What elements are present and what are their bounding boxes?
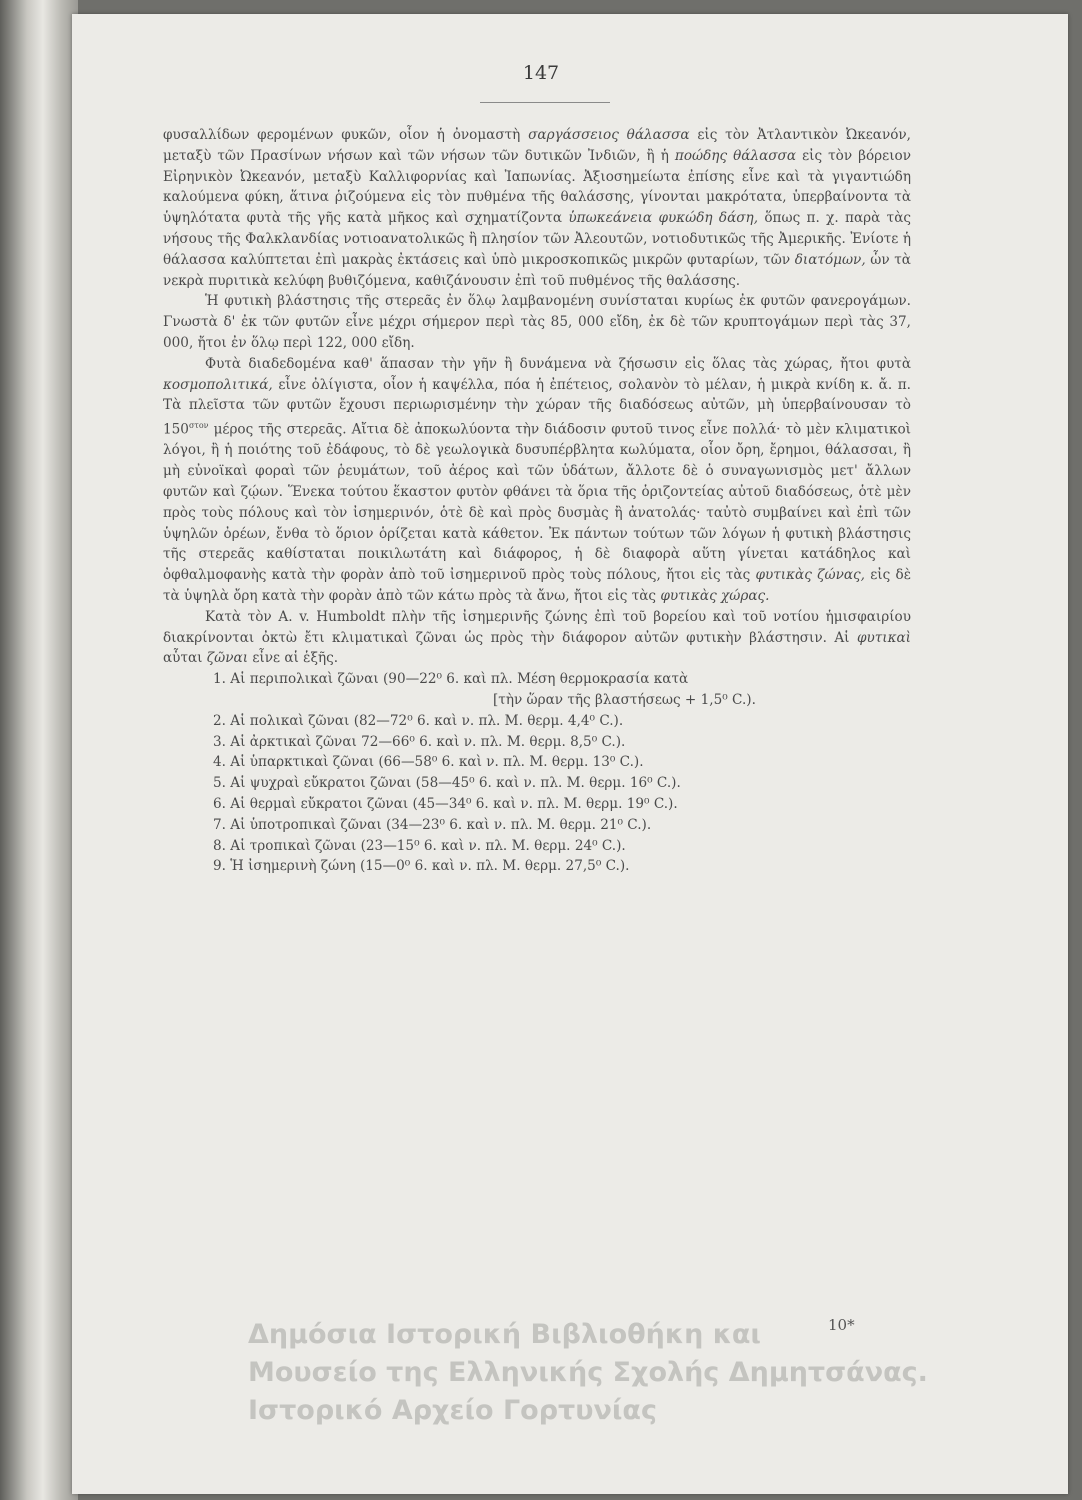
- paragraph-humboldt: Κατὰ τὸν A. v. Humboldt πλὴν τῆς ἰσημερινῆς ζώνης ἐπὶ τοῦ βορείου καὶ τοῦ νοτίου ἡμισφαιρίου διακρίνονται ὀκτὼ ἔτι κλιματικαὶ ζῶναι ὡς πρὸς τὴν διάφορον αὐτῶν φυτικὴν βλάστησιν. Αἱ φυτικαὶ αὗται ζῶναι εἶνε αἱ ἑξῆς.: [163, 608, 911, 667]
- list-item: 6. Αἱ θερμαὶ εὔκρατοι ζῶναι (45—34⁰ 6. καὶ ν. πλ. Μ. θερμ. 19⁰ C.).: [213, 796, 678, 813]
- paragraph-seaweed: φυσαλλίδων φερομένων φυκῶν, οἷον ἡ ὀνομαστὴ σαργάσσειος θάλασσα εἰς τὸν Ἀτλαντικὸν Ὠκεανόν, μεταξὺ τῶν Πρασίνων νήσων καὶ τῶν νήσων τῶν δυτικῶν Ἰνδιῶν, ἢ ἡ ποώδης θάλασσα εἰς τὸν βόρειον Εἰρηνικὸν Ὠκεανόν, μεταξὺ Καλλιφορνίας καὶ Ἰαπωνίας. Ἀξιοσημείωτα ἐπίσης εἶνε καὶ τὰ γιγαντιώδη καλούμενα φύκη, ἅτινα ῥιζούμενα εἰς τὸν πυθμένα τῆς θαλάσσης, γίνονται μακρότατα, ὑπερβαίνοντα τὰ ὑψηλότατα φυτὰ τῆς γῆς κατὰ μῆκος καὶ σχηματίζοντα ὑπωκεάνεια φυκώδη δάση, ὅπως π. χ. παρὰ τὰς νήσους τῆς Φαλκλανδίας νοτιοανατολικῶς ἢ πλησίον τῶν Ἀλεουτῶν, νοτιοδυτικῶς τῆς Ἀμερικῆς. Ἐνίοτε ἡ θάλασσα καλύπτεται ἐπὶ μακρὰς ἐκτάσεις καὶ ὑπὸ μικροσκοπικῶς μικρῶν φυταρίων, τῶν διατόμων, ὧν τὰ νεκρὰ πυριτικὰ κελύφη βυθιζόμενα, καθιζάνουσιν ἐπὶ τοῦ πυθμένος τῆς θαλάσσης.: [163, 127, 911, 289]
- signature-mark: 10*: [828, 1316, 855, 1334]
- list-item: [τὴν ὥραν τῆς βλαστήσεως + 1,5⁰ C.).: [493, 692, 756, 709]
- book-spine: [0, 0, 78, 1500]
- list-item: 7. Αἱ ὑποτροπικαὶ ζῶναι (34—23⁰ 6. καὶ ν. πλ. Μ. θερμ. 21⁰ C.).: [213, 816, 652, 833]
- list-item: 1. Αἱ περιπολικαὶ ζῶναι (90—22⁰ 6. καὶ πλ. Μέση θερμοκρασία κατὰ: [213, 671, 689, 688]
- page-body: [163, 125, 911, 877]
- page-number: 147: [522, 62, 560, 84]
- list-item: 8. Αἱ τροπικαὶ ζῶναι (23—15⁰ 6. καὶ ν. πλ. Μ. θερμ. 24⁰ C.).: [213, 837, 626, 854]
- library-watermark: [248, 1316, 928, 1430]
- list-item: 3. Αἱ ἀρκτικαὶ ζῶναι 72—66⁰ 6. καὶ ν. πλ. Μ. θερμ. 8,5⁰ C.).: [213, 733, 626, 750]
- paragraph-species-count: Ἡ φυτικὴ βλάστησις τῆς στερεᾶς ἐν ὅλῳ λαμβανομένη συνίσταται κυρίως ἐκ φυτῶν φανερογάμων. Γνωστὰ δ' ἐκ τῶν φυτῶν εἶνε μέχρι σήμερον περὶ τὰς 85, 000 εἴδη, ἐκ δὲ τῶν κρυπτογάμων περὶ τὰς 37, 000, ἤτοι ἐν ὅλῳ περὶ 122, 000 εἴδη.: [163, 293, 911, 351]
- watermark-line: Ιστορικό Αρχείο Γορτυνίας: [248, 1395, 657, 1426]
- paragraph-distribution: Φυτὰ διαδεδομένα καθ' ἅπασαν τὴν γῆν ἢ δυνάμενα νὰ ζήσωσιν εἰς ὅλας τὰς χώρας, ἤτοι φυτὰ κοσμοπολιτικά, εἶνε ὀλίγιστα, οἷον ἡ καψέλλα, πόα ἡ ἐπέτειος, σολανὸν τὸ μέλαν, ἡ μικρὰ κνίδη κ. ἄ. π. Τὰ πλεῖστα τῶν φυτῶν ἔχουσι περιωρισμένην τὴν χώραν τῆς διαδόσεως αὐτῶν, μὴ ὑπερβαίνουσαν τὸ $150^{\sigma\tau o\nu}$ μέρος τῆς στερεᾶς. Αἴτια δὲ ἀποκωλύοντα τὴν διάδοσιν φυτοῦ τινος εἶνε πολλά· τὸ μὲν κλιματικοὶ λόγοι, ἢ ἡ ποιότης τοῦ ἐδάφους, τὸ δὲ γεωλογικὰ δυσυπέρβλητα κωλύματα, οἷον ὄρη, ἔρημοι, θάλασσαι, ἢ μὴ εὐνοϊκαὶ φοραὶ τῶν ῥευμάτων, τοῦ ἀέρος καὶ τῶν ὑδάτων, ἄλλοτε δὲ ὁ συναγωνισμὸς μετ' ἄλλων φυτῶν καὶ ζῴων. Ἕνεκα τούτου ἕκαστον φυτὸν φθάνει τὰ ὅρια τῆς ὁριζοντείας αὐτοῦ διαδόσεως, ὁτὲ μὲν πρὸς τοὺς πόλους καὶ τὸν ἰσημερινόν, ὁτὲ δὲ καὶ πρὸς δυσμὰς ἢ ἀνατολάς· ταὐτὸ συμβαίνει καὶ ἐπὶ τῶν ὑψηλῶν ὀρέων, ἔνθα τὸ ὅριον ὁρίζεται κατὰ κάθετον. Ἐκ πάντων τούτων τῶν λόγων ἡ φυτικὴ βλάστησις τῆς στερεᾶς καθίσταται ποικιλωτάτη καὶ διάφορος, ἡ δὲ διαφορὰ αὕτη γίνεται κατάδηλος καὶ ὀφθαλμοφανὴς κατὰ τὴν φορὰν ἀπὸ τοῦ ἰσημερινοῦ πρὸς τοὺς πόλους, ἤτοι εἰς τὰς φυτικὰς ζώνας, εἰς δὲ τὰ ὑψηλὰ ὄρη κατὰ τὴν φορὰν ἀπὸ τῶν κάτω πρὸς τὰ ἄνω, ἤτοι εἰς τὰς φυτικὰς χώρας.: [163, 355, 911, 605]
- list-item: 9. Ἡ ἰσημερινὴ ζώνη (15—0⁰ 6. καὶ ν. πλ. Μ. θερμ. 27,5⁰ C.).: [213, 858, 630, 875]
- list-item: 4. Αἱ ὑπαρκτικαὶ ζῶναι (66—58⁰ 6. καὶ ν. πλ. Μ. θερμ. 13⁰ C.).: [213, 754, 644, 771]
- list-item: 5. Αἱ ψυχραὶ εὔκρατοι ζῶναι (58—45⁰ 6. καὶ ν. πλ. Μ. θερμ. 16⁰ C.).: [213, 775, 681, 792]
- list-item: 2. Αἱ πολικαὶ ζῶναι (82—72⁰ 6. καὶ ν. πλ. Μ. θερμ. 4,4⁰ C.).: [213, 712, 624, 729]
- watermark-line: Μουσείο της Ελληνικής Σχολής Δημητσάνας.: [248, 1357, 928, 1388]
- watermark-line: Δημόσια Ιστορική Βιβλιοθήκη και: [248, 1319, 761, 1350]
- zones-list: [163, 669, 911, 877]
- header-rule: [480, 102, 610, 103]
